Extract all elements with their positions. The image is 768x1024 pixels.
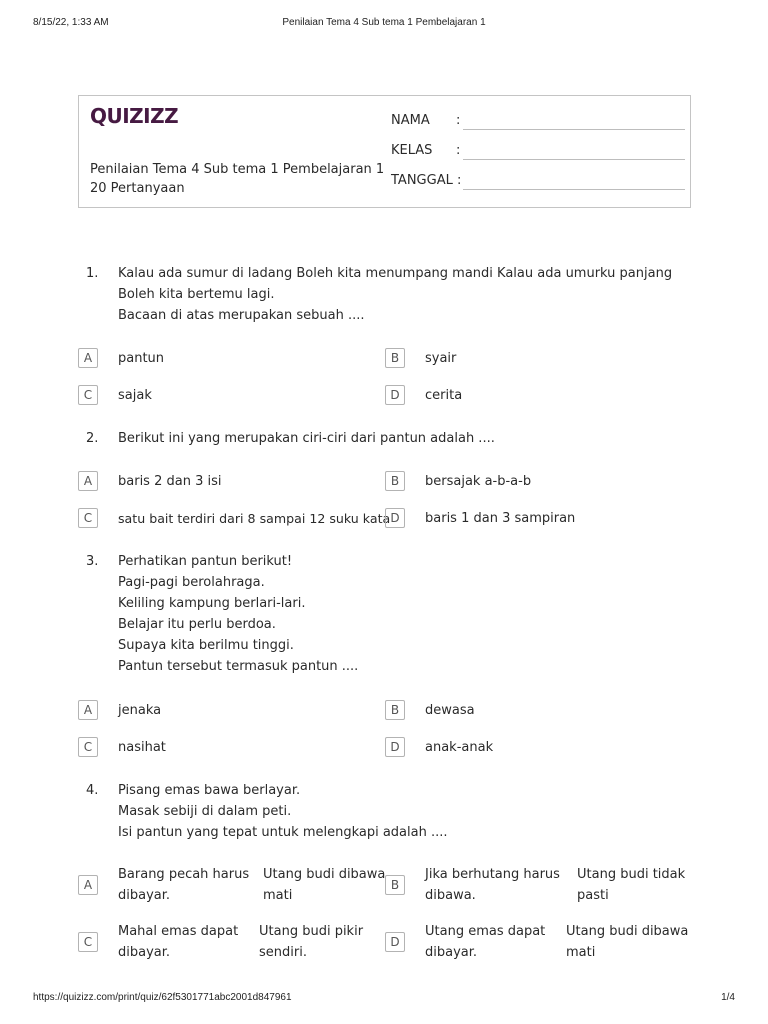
option-label: cerita — [425, 388, 463, 403]
question-number: 1. — [86, 266, 99, 281]
quizizz-logo-icon — [90, 104, 179, 128]
question-line: Berikut ini yang merupakan ciri-ciri dari pantun adalah .... — [118, 431, 495, 446]
option-label-1: Barang pecah harus dibayar. — [118, 867, 250, 903]
date-label: TANGGAL : — [391, 173, 462, 188]
option-label: anak-anak — [425, 740, 494, 755]
option-label-1: Jika berhutang harus dibawa. — [425, 867, 560, 903]
option-letter-box: A — [78, 700, 98, 720]
option-letter-box: B — [385, 471, 405, 491]
date-line — [463, 189, 685, 190]
print-url[interactable]: https://quizizz.com/print/quiz/62f5301771abc2001d847961 — [33, 992, 292, 1003]
page-number: 1/4 — [721, 992, 735, 1003]
question-line: Perhatikan pantun berikut! — [118, 554, 293, 569]
name-colon: : — [456, 113, 461, 128]
option-letter-box: A — [78, 471, 98, 491]
option-label-2: Utang budi pikir sendiri. — [259, 924, 364, 960]
question-text — [118, 780, 698, 843]
option-letter-box: C — [78, 932, 98, 952]
option-letter-box: D — [385, 385, 405, 405]
option-label: nasihat — [118, 740, 166, 755]
question-line: Kalau ada sumur di ladang Boleh kita menumpang mandi Kalau ada umurku panjang Boleh kita bertemu lagi. — [118, 266, 673, 302]
option-label-2: Utang budi dibawa mati — [566, 924, 689, 960]
option-letter-box: B — [385, 700, 405, 720]
option-letter-box: C — [78, 508, 98, 528]
quiz-info-box — [78, 95, 691, 208]
class-colon: : — [456, 143, 461, 158]
print-title: Penilaian Tema 4 Sub tema 1 Pembelajaran 1 — [282, 17, 486, 28]
option-letter-box: A — [78, 875, 98, 895]
option-label-1: Mahal emas dapat dibayar. — [118, 924, 239, 960]
option-letter-box: A — [78, 348, 98, 368]
option-label: baris 1 dan 3 sampiran — [425, 511, 576, 526]
option-label: satu bait terdiri dari 8 sampai 12 suku kata — [118, 511, 391, 526]
question-line: Pantun tersebut termasuk pantun .... — [118, 659, 359, 674]
question-text — [118, 428, 698, 449]
option-label: sajak — [118, 388, 152, 403]
question-line: Pisang emas bawa berlayar. — [118, 783, 301, 798]
name-field[interactable] — [391, 113, 685, 133]
option-label: syair — [425, 351, 457, 366]
name-label: NAMA — [391, 113, 430, 128]
option-label: pantun — [118, 351, 165, 366]
option-letter-box: C — [78, 737, 98, 757]
option-letter-box: C — [78, 385, 98, 405]
option-label: baris 2 dan 3 isi — [118, 474, 222, 489]
question-number: 4. — [86, 783, 99, 798]
option-label: dewasa — [425, 703, 475, 718]
question-line: Pagi-pagi berolahraga. — [118, 575, 265, 590]
print-header — [0, 17, 768, 33]
quizizz-logo — [90, 104, 179, 133]
option-letter-box: B — [385, 875, 405, 895]
option-label-2: Utang budi dibawa mati — [263, 867, 386, 903]
option-label-1: Utang emas dapat dibayar. — [425, 924, 546, 960]
name-line — [463, 129, 685, 130]
option-letter-box: D — [385, 508, 405, 528]
option-letter-box: D — [385, 737, 405, 757]
question-line: Belajar itu perlu berdoa. — [118, 617, 276, 632]
option-label: jenaka — [118, 703, 162, 718]
question-text — [118, 263, 698, 326]
option-label-2: Utang budi tidak pasti — [577, 867, 686, 903]
question-line: Bacaan di atas merupakan sebuah .... — [118, 308, 365, 323]
question-number: 3. — [86, 554, 99, 569]
class-field[interactable] — [391, 143, 685, 163]
question-line: Isi pantun yang tepat untuk melengkapi adalah .... — [118, 825, 448, 840]
option-letter-box: B — [385, 348, 405, 368]
question-line: Keliling kampung berlari-lari. — [118, 596, 306, 611]
class-line — [463, 159, 685, 160]
date-field[interactable] — [391, 173, 685, 193]
quiz-title: Penilaian Tema 4 Sub tema 1 Pembelajaran 1 — [90, 162, 385, 177]
print-footer — [0, 992, 768, 1008]
question-number: 2. — [86, 431, 99, 446]
question-count: 20 Pertanyaan — [90, 181, 185, 196]
print-datetime: 8/15/22, 1:33 AM — [33, 17, 109, 28]
question-text — [118, 551, 698, 677]
option-label: bersajak a-b-a-b — [425, 474, 532, 489]
question-line: Masak sebiji di dalam peti. — [118, 804, 292, 819]
svg-text:QUIZIZZ: QUIZIZZ — [90, 104, 179, 128]
option-letter-box: D — [385, 932, 405, 952]
class-label: KELAS — [391, 143, 433, 158]
question-line: Supaya kita berilmu tinggi. — [118, 638, 294, 653]
